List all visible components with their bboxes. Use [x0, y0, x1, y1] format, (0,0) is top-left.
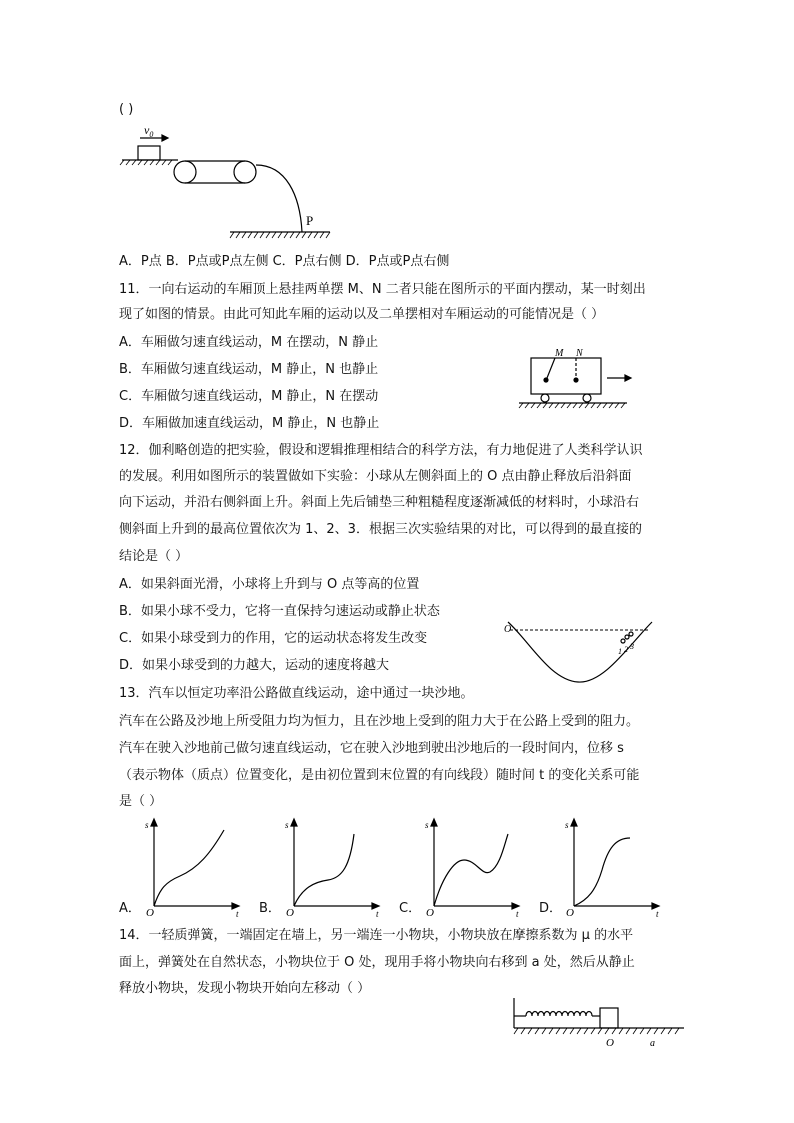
q12-stem-line4: 侧斜面上升到的最高位置依次为 1、2、3．根据三次实验结果的对比，可以得到的最直接的	[119, 522, 642, 537]
q13-graph-b-t: t	[376, 909, 379, 919]
q11-option-c: C．车厢做匀速直线运动，M 静止，N 在摆动	[119, 389, 379, 404]
q13-graph-d-t: t	[656, 909, 659, 919]
q12-stem-line5: 结论是（ ）	[119, 549, 189, 564]
q10-p-label: P	[306, 213, 314, 228]
q12-pos3-label: 3	[630, 642, 634, 651]
q13-stem-line5: 是（ ）	[119, 794, 163, 809]
q11-option-b: B．车厢做匀速直线运动，M 静止，N 也静止	[119, 362, 379, 377]
q13-graph-d	[560, 816, 668, 920]
q13-graph-d-label: D．	[539, 901, 563, 916]
q10-answer-paren: ( )	[119, 102, 134, 117]
q13-graph-d-s: s	[565, 820, 569, 830]
q12-option-a: A．如果斜面光滑，小球将上升到与 O 点等高的位置	[119, 577, 420, 592]
q11-stem-line1: 11．一向右运动的车厢顶上悬挂两单摆 M、N 二者只能在图所示的平面内摆动，某一时刻出	[119, 282, 646, 297]
q12-stem-line3: 向下运动，并沿右侧斜面上升。斜面上先后铺垫三种粗糙程度逐渐减低的材料时，小球沿右	[119, 495, 640, 510]
q12-option-b: B．如果小球不受力，它将一直保持匀速运动或静止状态	[119, 604, 440, 619]
q12-option-c: C．如果小球受到力的作用，它的运动状态将发生改变	[119, 631, 428, 646]
q14-stem-line3: 释放小物块，发现小物块开始向左移动（ ）	[119, 981, 371, 996]
q13-graph-a	[140, 816, 248, 920]
q14-o-label: O	[606, 1037, 614, 1049]
q11-stem-line2: 现了如图的情景。由此可知此车厢的运动以及二单摆相对车厢运动的可能情况是（ ）	[119, 307, 605, 322]
q10-conveyor-figure	[118, 120, 338, 245]
q13-stem-line4: （表示物体（质点）位置变化，是由初位置到末位置的有向线段）随时间 t 的变化关系可能	[119, 768, 640, 783]
q10-v0-label: $v_0$	[144, 123, 154, 139]
q13-graph-c-origin: O	[426, 907, 434, 919]
q12-o-label: O	[504, 624, 512, 635]
q12-galileo-ramp-figure	[500, 612, 660, 686]
q12-option-d: D．如果小球受到的力越大，运动的速度将越大	[119, 658, 390, 673]
q13-stem-line2: 汽车在公路及沙地上所受阻力均为恒力，且在沙地上受到的阻力大于在公路上受到的阻力。	[119, 714, 640, 729]
q11-option-a: A．车厢做匀速直线运动，M 在摆动，N 静止	[119, 335, 379, 350]
q10-options: A．P点 B．P点或P点左侧 C．P点右侧 D．P点或P点右侧	[119, 254, 450, 269]
q13-graph-c-t: t	[516, 909, 519, 919]
q13-graph-c	[420, 816, 528, 920]
q13-graph-a-t: t	[236, 909, 239, 919]
q13-graph-b-origin: O	[286, 907, 294, 919]
q13-graph-a-origin: O	[146, 907, 154, 919]
q13-stem-line3: 汽车在驶入沙地前己做匀速直线运动，它在驶入沙地到驶出沙地后的一段时间内，位移 s	[119, 741, 624, 756]
q13-stem-line1: 13．汽车以恒定功率沿公路做直线运动，途中通过一块沙地。	[119, 686, 474, 701]
q14-stem-line2: 面上，弹簧处在自然状态，小物块位于 O 处，现用手将小物块向右移到 a 处，然后从静止	[119, 955, 635, 970]
q13-graph-d-origin: O	[566, 907, 574, 919]
q13-graph-c-s: s	[425, 820, 429, 830]
q14-spring-block-figure	[508, 994, 692, 1050]
q13-graph-b-label: B．	[259, 901, 281, 916]
q13-graph-b	[280, 816, 388, 920]
q14-stem-line1: 14．一轻质弹簧，一端固定在墙上，另一端连一小物块，小物块放在摩擦系数为 μ 的水平	[119, 928, 634, 943]
q12-pos1-label: 1	[618, 647, 622, 656]
q12-stem-line1: 12．伽利略创造的把实验，假设和逻辑推理相结合的科学方法，有力地促进了人类科学认识	[119, 443, 643, 458]
q13-graph-b-s: s	[285, 820, 289, 830]
q11-n-label: N	[576, 348, 583, 359]
q12-stem-line2: 的发展。利用如图所示的装置做如下实验：小球从左侧斜面上的 O 点由静止释放后沿斜面	[119, 469, 632, 484]
q13-graph-a-s: s	[145, 820, 149, 830]
q11-option-d: D．车厢做加速直线运动，M 静止，N 也静止	[119, 416, 380, 431]
q13-graph-a-label: A．	[119, 901, 141, 916]
q14-a-label: a	[650, 1038, 655, 1049]
q11-m-label: M	[555, 348, 564, 359]
q11-carriage-figure	[515, 346, 635, 414]
q13-graph-c-label: C．	[399, 901, 422, 916]
q12-pos2-label: 2	[624, 645, 628, 654]
